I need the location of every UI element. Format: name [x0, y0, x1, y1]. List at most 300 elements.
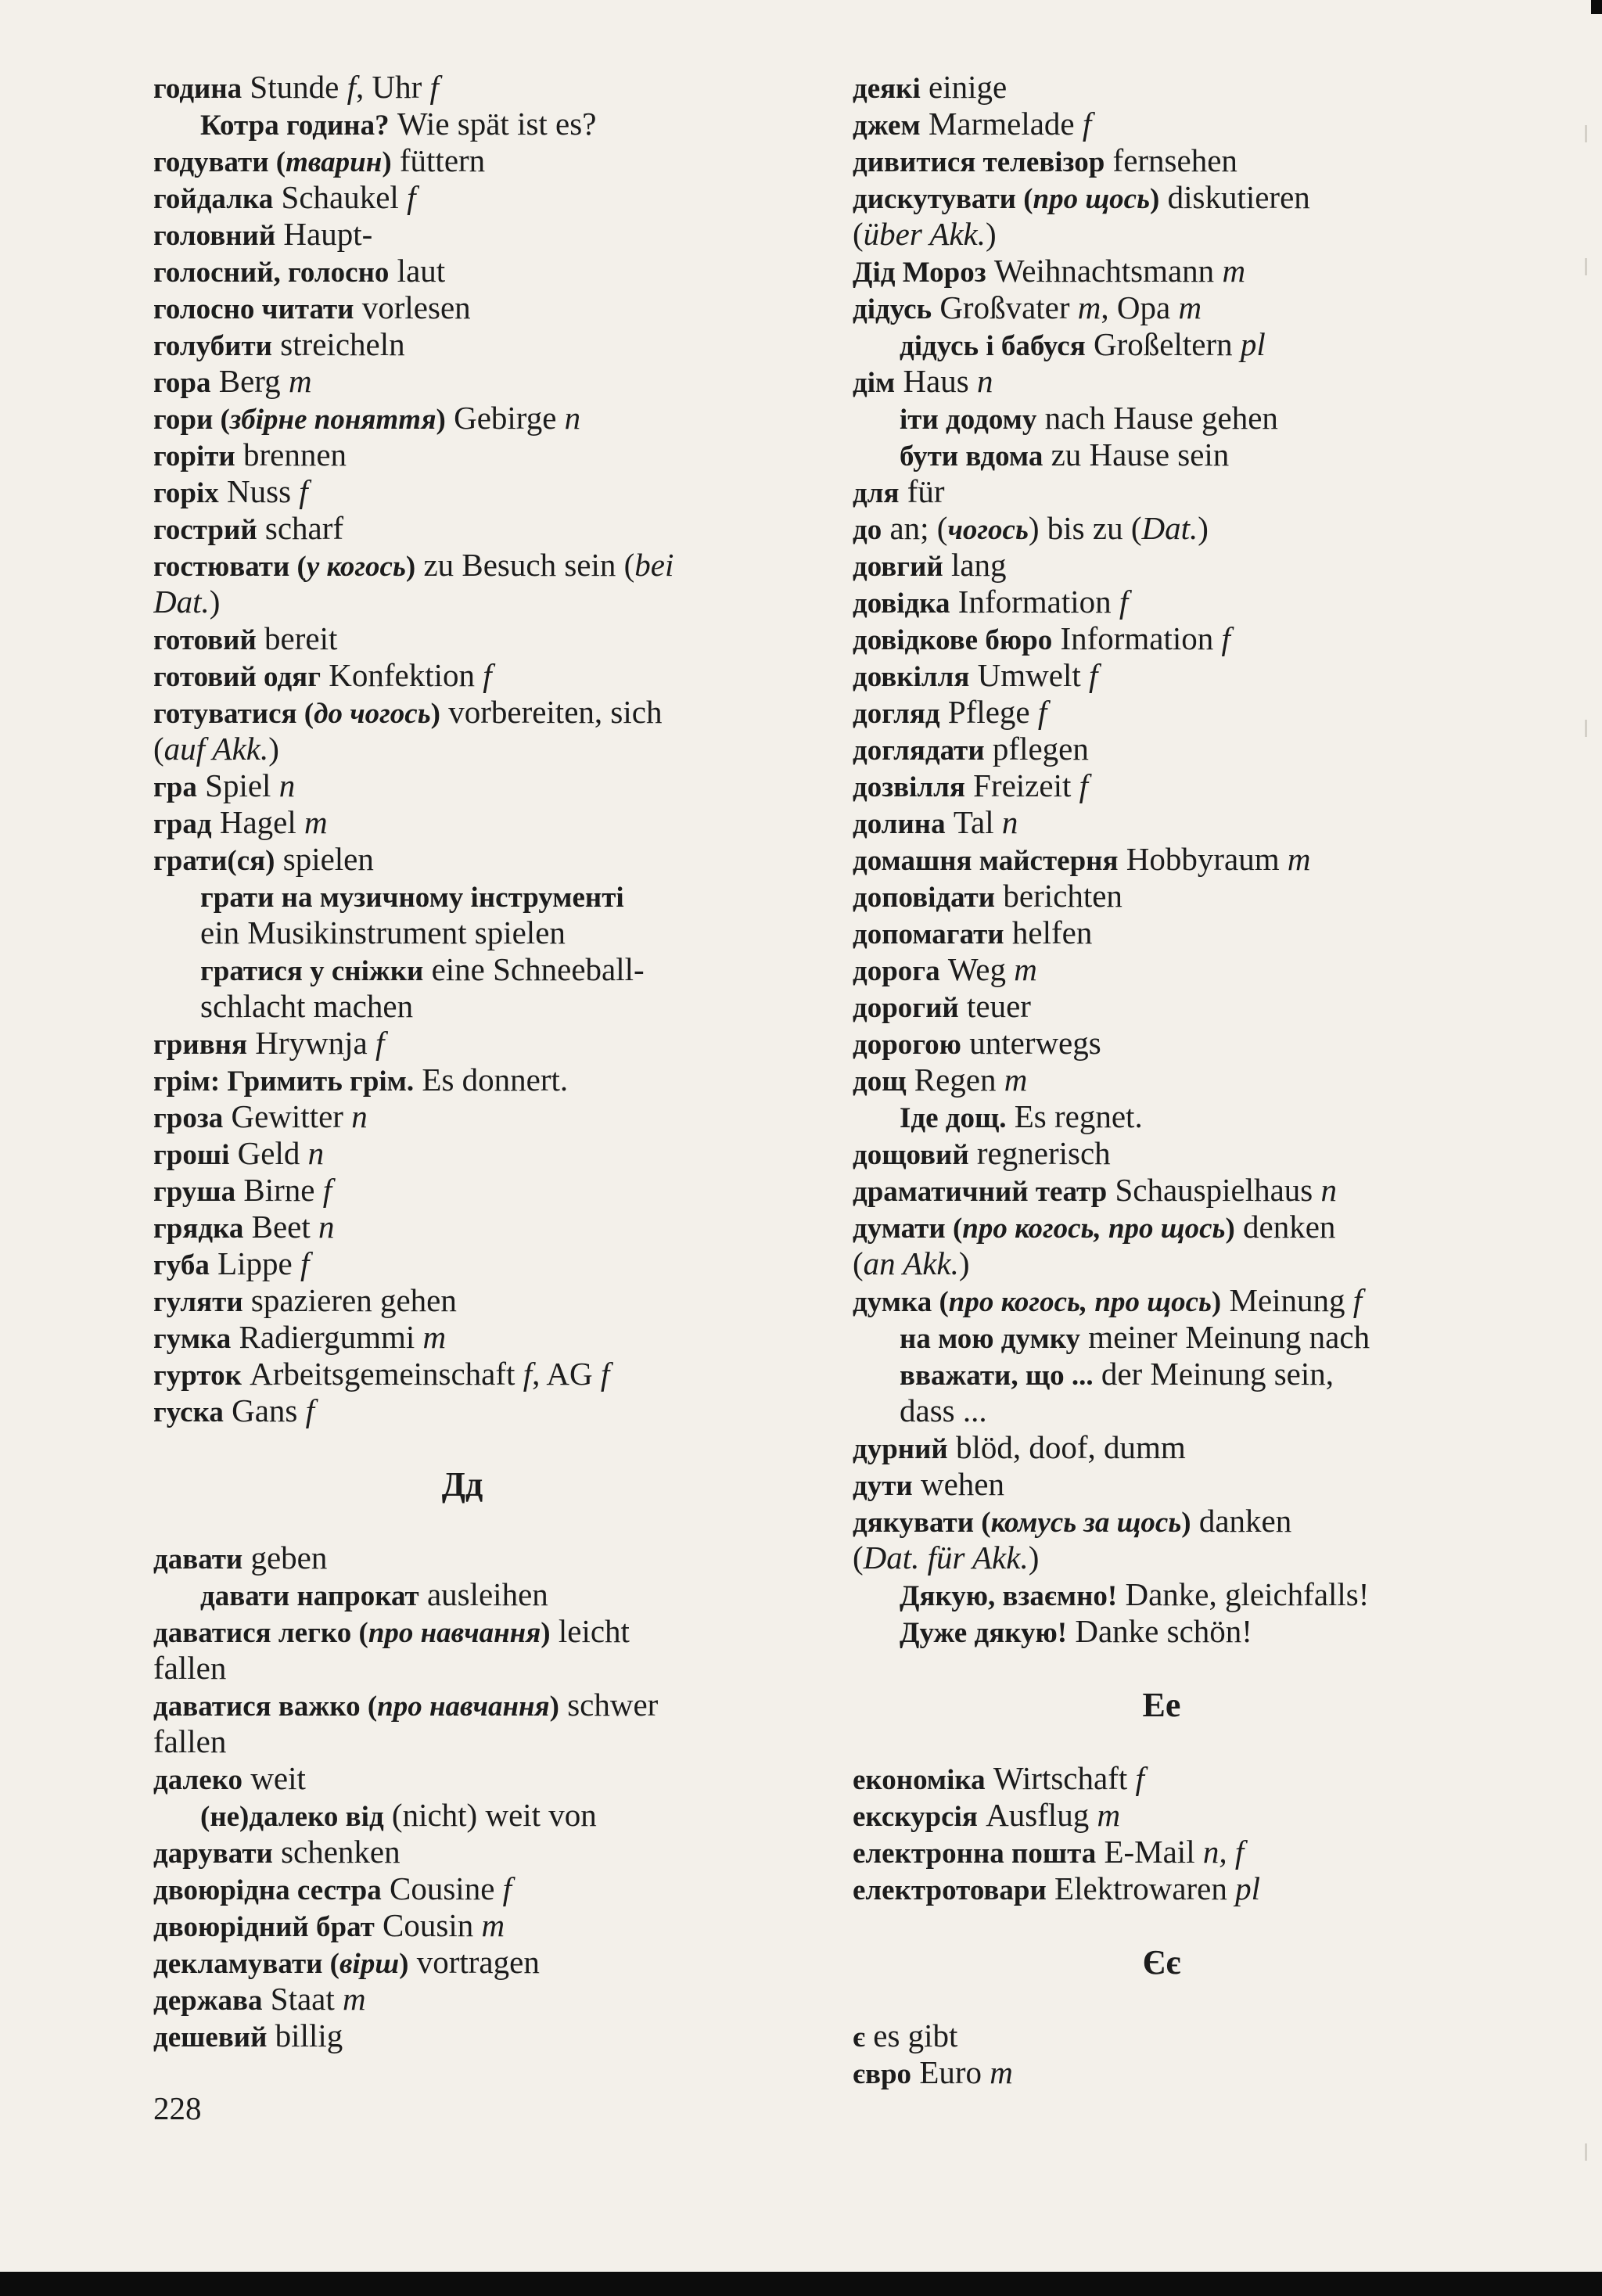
translation-text: Birne — [235, 1172, 323, 1208]
dictionary-entry-line — [153, 1870, 771, 1907]
scan-speck — [1585, 258, 1587, 275]
headword: грім: Гримить грім. — [153, 1065, 415, 1098]
dictionary-subentry-line — [153, 878, 771, 914]
usage-note: до чогось — [314, 698, 431, 730]
headword: декламувати ( — [153, 1948, 340, 1980]
dictionary-entry-line — [153, 1687, 771, 1723]
dictionary-entry-line — [153, 767, 771, 804]
usage-note: комусь за щось — [990, 1507, 1182, 1539]
headword: Дуже дякую! — [900, 1617, 1068, 1649]
translation-text: dass ... — [900, 1392, 987, 1428]
dictionary-entry-line — [853, 1760, 1471, 1797]
grammar-label: n — [1001, 804, 1018, 840]
grammar-label: m — [1222, 253, 1246, 289]
scan-speck — [1585, 125, 1587, 142]
headword: держава — [153, 1985, 263, 2017]
headword: для — [853, 477, 900, 509]
dictionary-entry-line — [853, 1797, 1471, 1834]
grammar-label: f — [347, 69, 356, 105]
scan-bottom-edge — [0, 2272, 1602, 2296]
grammar-label: m — [990, 2054, 1013, 2090]
usage-note: про когось, про щось — [948, 1286, 1212, 1318]
translation-text: ausleihen — [418, 1576, 548, 1612]
headword: гумка — [153, 1323, 232, 1355]
translation-text: Gebirge — [445, 400, 565, 436]
scan-speck — [1585, 720, 1587, 737]
headword: губа — [153, 1249, 210, 1281]
dictionary-entry-line — [853, 767, 1471, 804]
headword: дути — [853, 1470, 913, 1502]
headword: долина — [853, 808, 946, 840]
grammar-label: f — [300, 1245, 310, 1281]
translation-text: Regen — [906, 1062, 1004, 1098]
translation-text: zu Hause sein — [1043, 437, 1230, 472]
dictionary-entry-line — [853, 1172, 1471, 1209]
dictionary-entry-line — [853, 914, 1471, 951]
dictionary-subentry-line — [153, 988, 771, 1025]
grammar-label: f — [1221, 620, 1230, 656]
headword: голосний, голосно — [153, 257, 390, 289]
headword: дідусь і бабуся — [900, 330, 1086, 362]
headword: джем — [853, 110, 921, 142]
translation-text: Danke schön! — [1067, 1613, 1252, 1649]
grammar-label: n — [976, 363, 993, 399]
translation-text: zu Besuch sein ( — [415, 547, 635, 583]
headword: довідкове бюро — [853, 624, 1053, 656]
grammar-label: Dat. für Akk. — [863, 1540, 1029, 1576]
headword: довкілля — [853, 661, 970, 693]
translation-text: spazieren gehen — [242, 1282, 457, 1318]
headword: Іде дощ. — [900, 1102, 1007, 1134]
dictionary-subentry-line — [853, 326, 1471, 363]
translation-text: Cousine — [381, 1870, 503, 1906]
translation-text: Hobbyraum — [1118, 841, 1288, 877]
headword: євро — [853, 2058, 912, 2090]
dictionary-entry-line — [153, 1392, 771, 1429]
translation-text: , AG — [532, 1356, 601, 1392]
translation-text: ( — [853, 1540, 864, 1576]
dictionary-entry-line — [853, 1282, 1471, 1319]
translation-text: Es donnert. — [414, 1062, 569, 1098]
dictionary-entry-line — [153, 1981, 771, 2018]
usage-note: у когось — [306, 551, 406, 583]
translation-text: Hrywnja — [247, 1025, 375, 1061]
headword: електронна пошта — [853, 1838, 1097, 1870]
dictionary-entry-line — [853, 694, 1471, 731]
headword: далеко — [153, 1764, 243, 1796]
translation-text: Gans — [223, 1392, 306, 1428]
dictionary-subentry-line — [853, 437, 1471, 473]
dictionary-entry-line — [853, 951, 1471, 988]
headword: дякувати ( — [853, 1507, 991, 1539]
translation-text: Wie spät ist es? — [389, 106, 597, 142]
grammar-label: n — [318, 1209, 335, 1245]
dictionary-entry-line — [853, 841, 1471, 878]
dictionary-entry-line — [853, 584, 1471, 620]
translation-text: blöd, doof, dumm — [947, 1429, 1186, 1465]
headword: гостювати ( — [153, 551, 307, 583]
headword: даватися легко ( — [153, 1617, 368, 1649]
grammar-label: f — [429, 69, 439, 105]
grammar-label: n — [1320, 1172, 1337, 1208]
dictionary-entry-line — [153, 216, 771, 253]
grammar-label: m — [1004, 1062, 1028, 1098]
headword: допомагати — [853, 918, 1004, 950]
translation-text: regnerisch — [968, 1135, 1111, 1171]
dictionary-subentry-line — [153, 914, 771, 951]
grammar-label: f — [502, 1870, 512, 1906]
translation-text: ) — [268, 731, 279, 767]
translation-text: Marmelade — [920, 106, 1083, 142]
headword: давати напрокат — [200, 1580, 419, 1612]
headword: гурток — [153, 1360, 242, 1392]
translation-text: ein Musikinstrument spielen — [200, 914, 566, 950]
translation-text: pflegen — [984, 731, 1089, 767]
headword: ) — [405, 551, 416, 583]
translation-text: Schauspielhaus — [1107, 1172, 1321, 1208]
grammar-label: f — [1082, 106, 1092, 142]
grammar-label: m — [288, 363, 312, 399]
section-letter-heading: Ee — [1142, 1686, 1181, 1724]
translation-text: Radiergummi — [231, 1319, 423, 1355]
translation-text: schenken — [272, 1834, 400, 1870]
headword: гори ( — [153, 404, 230, 436]
dictionary-entry-line — [153, 1245, 771, 1282]
headword: ) — [1181, 1507, 1191, 1539]
headword: ) — [541, 1617, 551, 1649]
headword: дозвілля — [853, 771, 965, 803]
translation-text: Cousin — [374, 1907, 482, 1943]
translation-text: weit — [242, 1760, 306, 1796]
dictionary-entry-line — [853, 1135, 1471, 1172]
headword: давати — [153, 1543, 243, 1576]
dictionary-entry-line — [853, 547, 1471, 584]
dictionary-entry-line — [153, 1944, 771, 1981]
headword: екскурсія — [853, 1801, 978, 1833]
dictionary-entry-line — [153, 437, 771, 473]
headword: Дід Мороз — [853, 257, 986, 289]
headword: ) — [1150, 183, 1160, 215]
headword: горіх — [153, 477, 219, 509]
headword: даватися важко ( — [153, 1691, 378, 1723]
usage-note: вірш — [339, 1948, 400, 1980]
translation-text: fernsehen — [1105, 142, 1237, 178]
dictionary-entry-line — [153, 363, 771, 400]
translation-text: an; ( — [882, 510, 948, 546]
headword: грядка — [153, 1213, 244, 1245]
dictionary-entry-line — [153, 1025, 771, 1062]
translation-text: Berg — [210, 363, 289, 399]
grammar-label: f — [407, 179, 416, 215]
translation-text: es gibt — [865, 2018, 958, 2053]
headword: Дякую, взаємно! — [900, 1580, 1118, 1612]
dictionary-entry-line — [853, 473, 1471, 510]
translation-text: Nuss — [218, 473, 300, 509]
headword: дорогий — [853, 992, 959, 1024]
dictionary-entry-line — [153, 1135, 771, 1172]
dictionary-entry-line — [153, 2018, 771, 2054]
translation-text: eine Schneeball- — [423, 951, 645, 987]
grammar-label: m — [343, 1981, 366, 2017]
dictionary-entry-line — [153, 400, 771, 437]
dictionary-subentry-line — [853, 1356, 1471, 1392]
translation-text: nach Hause gehen — [1036, 400, 1278, 436]
translation-text: fallen — [153, 1650, 227, 1686]
headword: є — [853, 2021, 865, 2053]
headword: домашня майстерня — [853, 845, 1119, 877]
dictionary-entry-line — [153, 1098, 771, 1135]
dictionary-entry-line — [153, 584, 771, 620]
headword: драматичний театр — [853, 1176, 1108, 1208]
headword: дарувати — [153, 1838, 273, 1870]
translation-text: Meinung — [1221, 1282, 1353, 1318]
translation-text: danken — [1191, 1503, 1292, 1539]
grammar-label: bei — [634, 547, 674, 583]
translation-text: denken — [1234, 1209, 1336, 1245]
dictionary-subentry-line — [153, 106, 771, 142]
dictionary-subentry-line — [853, 1392, 1471, 1429]
dictionary-entry-line — [153, 179, 771, 216]
headword: двоюрідна сестра — [153, 1874, 382, 1906]
headword: грати(ся) — [153, 845, 275, 877]
headword: гра — [153, 771, 197, 803]
dictionary-subentry-line — [853, 1576, 1471, 1613]
headword: (не)далеко від — [200, 1801, 384, 1833]
dictionary-entry-line — [153, 1209, 771, 1245]
grammar-label: f — [1089, 657, 1098, 693]
translation-text: Spiel — [196, 767, 279, 803]
dictionary-entry-line — [853, 289, 1471, 326]
right-column — [853, 69, 1471, 2091]
translation-text: leicht — [550, 1613, 630, 1649]
dictionary-entry-line — [853, 1209, 1471, 1245]
headword: годувати ( — [153, 146, 286, 178]
dictionary-subentry-line — [153, 951, 771, 988]
translation-text: füttern — [391, 142, 486, 178]
dictionary-entry-line — [153, 1540, 771, 1576]
headword: готуватися ( — [153, 698, 314, 730]
headword: грати на музичному інструменті — [200, 882, 624, 914]
headword: готовий одяг — [153, 661, 321, 693]
headword: дорогою — [853, 1029, 961, 1061]
dictionary-entry-line — [853, 179, 1471, 216]
grammar-label: Dat. — [1141, 510, 1198, 546]
headword: ) — [1211, 1286, 1222, 1318]
translation-text: teuer — [958, 988, 1031, 1024]
grammar-label: f — [1135, 1760, 1144, 1796]
translation-text: Ausflug — [977, 1797, 1097, 1833]
translation-text: wehen — [912, 1466, 1004, 1502]
translation-text: streicheln — [271, 326, 405, 362]
headword: двоюрідний брат — [153, 1911, 375, 1943]
translation-text: Es regnet. — [1006, 1098, 1143, 1134]
translation-text: Tal — [945, 804, 1002, 840]
grammar-label: n, f — [1202, 1834, 1245, 1870]
dictionary-entry-line — [853, 106, 1471, 142]
headword: гойдалка — [153, 183, 274, 215]
grammar-label: m — [1178, 289, 1202, 325]
dictionary-entry-line — [153, 1907, 771, 1944]
translation-text: Konfektion — [321, 657, 483, 693]
translation-text: Staat — [262, 1981, 343, 2017]
translation-text: berichten — [995, 878, 1122, 914]
headword: дискутувати ( — [853, 183, 1033, 215]
grammar-label: m — [304, 804, 328, 840]
headword: горіти — [153, 440, 235, 472]
dictionary-subentry-line — [853, 1613, 1471, 1650]
translation-text: (nicht) weit von — [383, 1797, 597, 1833]
translation-text: helfen — [1004, 914, 1093, 950]
translation-text: spielen — [275, 841, 374, 877]
headword: економіка — [853, 1764, 986, 1796]
dictionary-entry-line — [153, 657, 771, 694]
translation-text: Pflege — [939, 694, 1038, 730]
headword: іти додому — [900, 404, 1037, 436]
dictionary-entry-line — [853, 1834, 1471, 1870]
dictionary-entry-line — [153, 326, 771, 363]
translation-text: Geld — [229, 1135, 308, 1171]
dictionary-entry-line — [153, 1062, 771, 1098]
headword: гроші — [153, 1139, 230, 1171]
dictionary-entry-line — [153, 1356, 771, 1392]
translation-text: billig — [267, 2018, 343, 2053]
headword: вважати, що ... — [900, 1360, 1094, 1392]
dictionary-entry-line — [153, 1650, 771, 1687]
dictionary-subentry-line — [153, 1797, 771, 1834]
headword: гострий — [153, 514, 257, 546]
grammar-label: m — [422, 1319, 447, 1355]
dictionary-entry-line — [853, 988, 1471, 1025]
dictionary-entry-line — [853, 657, 1471, 694]
page-number: 228 — [153, 2090, 202, 2126]
translation-text: diskutieren — [1159, 179, 1310, 215]
dictionary-entry-line — [853, 1466, 1471, 1503]
grammar-label: m — [1077, 289, 1101, 325]
dictionary-subentry-line — [153, 1576, 771, 1613]
grammar-label: an Akk. — [863, 1245, 959, 1281]
translation-text: lang — [943, 547, 1007, 583]
scan-speck — [1585, 2143, 1587, 2161]
dictionary-entry-line — [153, 1613, 771, 1650]
headword: дідусь — [853, 293, 932, 325]
dictionary-entry-line — [853, 878, 1471, 914]
grammar-label: über Akk. — [863, 216, 986, 252]
translation-text: Beet — [243, 1209, 319, 1245]
dictionary-entry-line — [853, 363, 1471, 400]
dictionary-entry-line — [853, 1062, 1471, 1098]
translation-text: vortragen — [408, 1944, 540, 1980]
translation-text: fallen — [153, 1723, 227, 1759]
headword: дощовий — [853, 1139, 969, 1171]
translation-text: vorlesen — [354, 289, 471, 325]
dictionary-entry-line — [853, 620, 1471, 657]
translation-text: schlacht machen — [200, 988, 414, 1024]
grammar-label: f — [299, 473, 308, 509]
dictionary-entry-line — [853, 2054, 1471, 2091]
dictionary-entry-line — [153, 1319, 771, 1356]
headword: дощ — [853, 1065, 907, 1098]
headword: електротовари — [853, 1874, 1047, 1906]
headword: дім — [853, 367, 896, 399]
headword: гора — [153, 367, 211, 399]
grammar-label: f — [1079, 767, 1089, 803]
grammar-label: f — [1037, 694, 1047, 730]
translation-text: geben — [242, 1540, 328, 1576]
translation-text: ) — [986, 216, 997, 252]
dictionary-entry-line — [853, 216, 1471, 253]
grammar-label: m — [1014, 951, 1037, 987]
translation-text: Euro — [911, 2054, 990, 2090]
scan-corner-mark — [1591, 0, 1602, 14]
translation-text: Information — [1052, 620, 1222, 656]
dictionary-entry-line — [153, 1723, 771, 1760]
dictionary-entry-line — [853, 69, 1471, 106]
usage-note: збірне поняття — [229, 404, 436, 436]
translation-text: Elektrowaren — [1046, 1870, 1236, 1906]
dictionary-entry-line — [153, 804, 771, 841]
translation-text: ) — [1198, 510, 1209, 546]
dictionary-entry-line — [853, 253, 1471, 289]
grammar-label: pl — [1235, 1870, 1261, 1906]
usage-note: тварин — [286, 146, 383, 178]
translation-text: Wirtschaft — [985, 1760, 1136, 1796]
translation-text: Weihnachtsmann — [986, 253, 1223, 289]
left-column — [153, 69, 771, 2054]
grammar-label: f — [375, 1025, 385, 1061]
grammar-label: f — [1352, 1282, 1363, 1318]
translation-text: unterwegs — [961, 1025, 1101, 1061]
translation-text: scharf — [257, 510, 344, 546]
headword: ) — [382, 146, 392, 178]
grammar-label: f — [322, 1172, 332, 1208]
translation-text: Großeltern — [1085, 326, 1241, 362]
dictionary-subentry-line — [853, 1098, 1471, 1135]
translation-text: Schaukel — [273, 179, 408, 215]
headword: голосно читати — [153, 293, 354, 325]
grammar-label: m — [1097, 1797, 1121, 1833]
headword: догляд — [853, 698, 940, 730]
grammar-label: n — [351, 1098, 368, 1134]
headword: дорога — [853, 955, 940, 987]
dictionary-entry-line — [153, 1760, 771, 1797]
translation-text: ( — [853, 216, 864, 252]
section-letter-heading: Дд — [441, 1465, 483, 1504]
translation-text: Hagel — [211, 804, 305, 840]
translation-text: , Opa — [1101, 289, 1179, 325]
headword: дивитися телевізор — [853, 146, 1105, 178]
dictionary-entry-line — [153, 620, 771, 657]
grammar-label: n — [278, 767, 296, 803]
dictionary-entry-line — [853, 804, 1471, 841]
grammar-label: pl — [1240, 326, 1266, 362]
translation-text: Information — [950, 584, 1119, 620]
dictionary-entry-line — [153, 841, 771, 878]
translation-text: Weg — [939, 951, 1015, 987]
headword: година — [153, 73, 242, 105]
grammar-label: m — [481, 1907, 505, 1943]
headword: довгий — [853, 551, 943, 583]
headword: голубити — [153, 330, 272, 362]
dictionary-entry-line — [153, 510, 771, 547]
translation-text: Arbeitsgemeinschaft — [241, 1356, 523, 1392]
dictionary-entry-line — [153, 69, 771, 106]
grammar-label: f — [600, 1356, 610, 1392]
headword: ) — [399, 1948, 409, 1980]
dictionary-entry-line — [853, 1245, 1471, 1282]
translation-text: bereit — [256, 620, 338, 656]
translation-text: Freizeit — [964, 767, 1079, 803]
dictionary-entry-line — [853, 1025, 1471, 1062]
